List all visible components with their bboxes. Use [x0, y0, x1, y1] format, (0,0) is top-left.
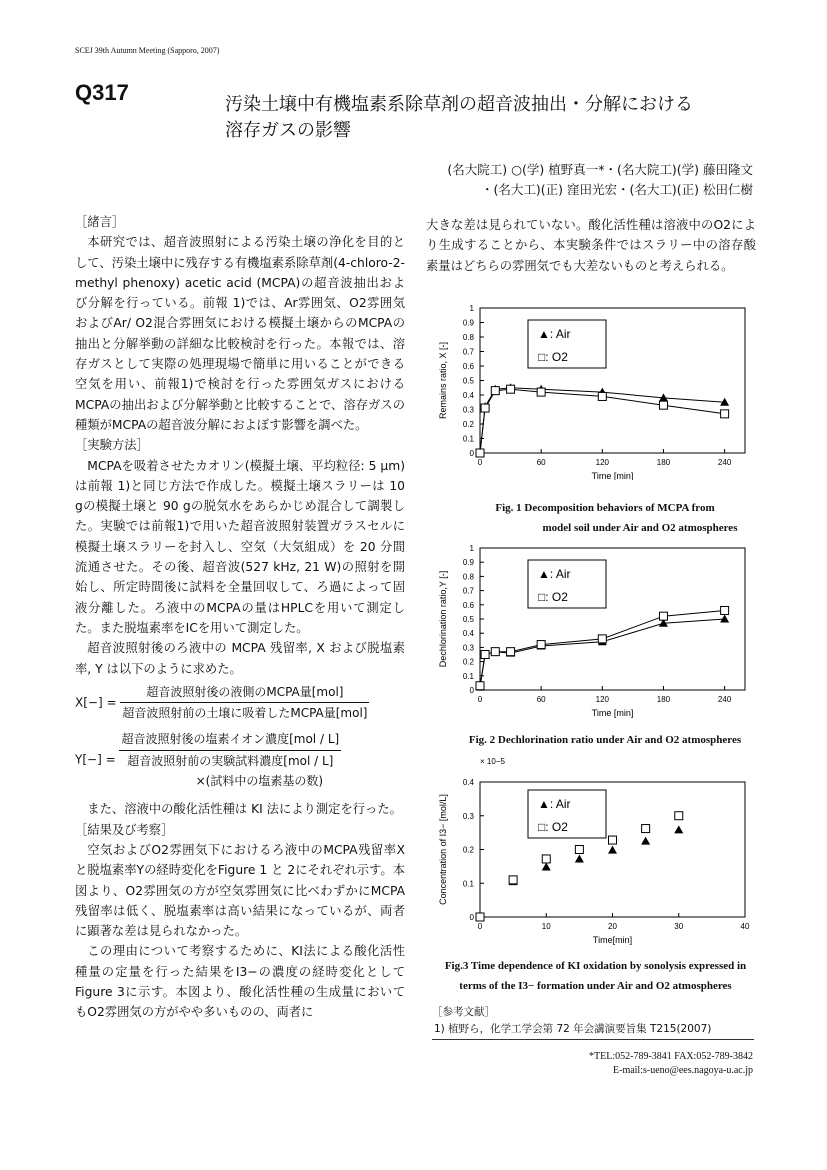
- data-point-o2: [491, 387, 499, 395]
- y-tick-label: 0.8: [462, 333, 474, 342]
- figure-1-caption: [430, 498, 780, 538]
- x-tick-label: 60: [536, 458, 546, 467]
- y-axis-label: Dechlorination ratio,Y [-]: [438, 570, 448, 668]
- legend-entry: ▲: Air: [538, 797, 571, 811]
- y-tick-label: 0.7: [462, 347, 474, 357]
- equation-y: [75, 729, 405, 791]
- y-tick-label: 0.3: [462, 405, 474, 415]
- x-tick-label: 0: [477, 695, 483, 704]
- data-point-o2: [491, 648, 499, 656]
- y-tick-label: 0: [469, 686, 474, 695]
- authors-line-1: (名大院工) ○(学) 植野真一*・(名大院工)(学) 藤田隆文: [447, 162, 753, 177]
- methods-heading: ［実験方法］: [75, 438, 149, 453]
- x-tick-label: 40: [740, 922, 750, 931]
- conference-header: SCEJ 39th Autumn Meeting (Sapporo, 2007): [75, 46, 220, 55]
- y-tick-label: 1: [469, 544, 474, 553]
- title-line-1: 汚染土壌中有機塩素系除草剤の超音波抽出・分解における: [225, 94, 693, 115]
- x-axis-label: Time[min]: [592, 935, 633, 945]
- data-point-o2: [598, 635, 606, 643]
- data-point-air: [641, 837, 650, 845]
- data-point-o2: [537, 388, 545, 396]
- contact-info: [589, 1050, 753, 1078]
- y-tick-label: 0.1: [462, 671, 474, 681]
- data-point-o2: [476, 913, 484, 921]
- data-point-o2: [509, 876, 517, 884]
- legend-entry: ▲: Air: [538, 327, 571, 341]
- figure-2-chart: [430, 540, 760, 730]
- reference-1: 1) 植野ら，化学工学会第 72 年会講演要旨集 T215(2007): [432, 1019, 754, 1040]
- intro-text: 本研究では、超音波照射による汚染土壌の浄化を目的として、汚染土壌中に残存する有機塩素系除草剤(4-chloro-2-methyl phenoxy) acetic acid (MCPA)の超音波抽出および分解を行っている。前報 1)では、Ar雰囲気、O2雰囲気およびAr/ O2混合雰囲気における模擬土壌からのMCPAの抽出と分解挙動の詳細な比較検討を行った。本報では、溶存ガスとして実際の処理現場で簡単に用いることができる空気を用い、前報1)で検討を行った雰囲気ガスにおけるMCPAの抽出および分解挙動と比較することで、溶存ガスの種類がMCPAの超音波分解におよぼす影響を調べた。: [75, 235, 405, 432]
- data-point-air: [542, 863, 551, 871]
- legend-entry: □: O2: [538, 350, 568, 364]
- data-point-o2: [659, 612, 667, 620]
- data-point-o2: [481, 651, 489, 659]
- data-point-air: [720, 615, 729, 623]
- y-tick-label: 0.1: [462, 434, 474, 444]
- legend-entry: □: O2: [538, 590, 568, 604]
- x-tick-label: 240: [717, 458, 732, 467]
- authors: [447, 160, 753, 200]
- intro-heading: ［緒言］: [75, 215, 125, 229]
- results-heading: ［結果及び考察］: [75, 822, 174, 837]
- plot-frame: [480, 548, 745, 690]
- y-tick-label: 0.9: [462, 318, 474, 328]
- x-tick-label: 240: [717, 695, 732, 704]
- equation-y-denominator-2: ×(試料中の塩素基の数): [195, 774, 324, 789]
- data-point-o2: [721, 410, 729, 418]
- y-tick-label: 0: [469, 913, 474, 922]
- data-point-o2: [476, 449, 484, 457]
- contact-email: E-mail:s-ueno@ees.nagoya-u.ac.jp: [613, 1065, 753, 1076]
- data-point-o2: [675, 812, 683, 820]
- figure-1-caption-line-2: model soil under Air and O2 atmospheres: [542, 522, 738, 534]
- results-continued: 大きな差は見られていない。酸化活性種は溶液中のO2により生成することから、本実験条件ではスラリー中の溶存酸素量はどちらの雰囲気でも大差ないものと考えられる。: [426, 218, 756, 273]
- data-point-air: [674, 825, 683, 833]
- y-tick-label: 0.2: [462, 420, 474, 429]
- y-axis-label: Remains ratio, X [-]: [438, 341, 448, 420]
- figure-1-chart: [430, 300, 760, 480]
- methods-text-3: また、溶液中の酸化活性種は KI 法により測定を行った。: [87, 802, 402, 817]
- references: [432, 1004, 754, 1040]
- left-column: [75, 212, 405, 1023]
- y-tick-label: 0.4: [462, 391, 474, 400]
- data-point-o2: [642, 825, 650, 833]
- right-column-text: [426, 215, 756, 276]
- y-tick-label: 0.4: [462, 778, 474, 787]
- y-tick-label: 0: [469, 449, 474, 458]
- x-axis-label: Time [min]: [591, 471, 634, 480]
- equation-y-fraction: [119, 729, 341, 791]
- x-tick-label: 60: [536, 695, 546, 704]
- data-point-o2: [575, 846, 583, 854]
- data-point-o2: [537, 641, 545, 649]
- x-tick-label: 20: [608, 922, 617, 931]
- data-point-o2: [507, 648, 515, 656]
- data-point-air: [608, 846, 617, 854]
- plot-frame: [480, 308, 745, 453]
- y-tick-label: 1: [469, 304, 474, 313]
- x-tick-label: 0: [477, 922, 483, 931]
- data-point-o2: [659, 401, 667, 409]
- x-tick-label: 0: [477, 458, 483, 467]
- y-tick-label: 0.4: [462, 629, 474, 639]
- figure-3-caption: [418, 956, 773, 996]
- equation-x-lhs: X[−] =: [75, 695, 117, 710]
- data-point-o2: [481, 404, 489, 412]
- series-line: [480, 619, 725, 687]
- results-text-2: この理由について考察するために、KI法による酸化活性種量の定量を行った結果をI3−の濃度の経時変化としてFigure 3に示す。本図より、酸化活性種の生成量においてもO2雰囲気の方がやや多いものの、両者に: [75, 944, 405, 1020]
- contact-tel: *TEL:052-789-3841 FAX:052-789-3842: [589, 1051, 753, 1062]
- y-tick-label: 0.1: [462, 879, 474, 889]
- equation-y-denominator-1: 超音波照射前の実験試料濃度[mol / L]: [127, 753, 334, 768]
- data-point-o2: [507, 385, 515, 393]
- x-tick-label: 120: [595, 695, 609, 704]
- y-tick-label: 0.6: [462, 600, 474, 610]
- paper-title: [225, 92, 765, 144]
- data-point-o2: [609, 836, 617, 844]
- equation-y-numerator: 超音波照射後の塩素イオン濃度[mol / L]: [119, 729, 341, 750]
- x-tick-label: 180: [656, 695, 671, 704]
- y-tick-label: 0.3: [462, 643, 474, 653]
- figure-3-caption-line-1: Fig.3 Time dependence of KI oxidation by sonolysis expressed in: [444, 960, 747, 972]
- figure-2-caption: Fig. 2 Dechlorination ratio under Air and O2 atmospheres: [468, 734, 742, 746]
- y-tick-label: 0.2: [462, 845, 474, 855]
- methods-text-1: MCPAを吸着させたカオリン(模擬土壌、平均粒径: 5 µm)は前報 1)と同じ方法で作成した。模擬土壌スラリーは 10 gの模擬土壌と 90 gの脱気水をあらかじめ混合して調製した。実験では前報1)で用いた超音波照射装置ガラスセルに模擬土壌スラリーを封入し、空気（大気組成）を 20 分間流通させた。その後、超音波(527 kHz, 21 W)の照射を開始し、所定時間後に試料を全量回収して、ろ過によって固液分離した。ろ液中のMCPAの量はHPLCを用いて測定した。また脱塩素率をICを用いて測定した。: [75, 458, 405, 635]
- authors-line-2: ・(名大工)(正) 窪田光宏・(名大工)(正) 松田仁樹: [481, 182, 753, 197]
- y-tick-label: 0.2: [462, 657, 474, 667]
- data-point-o2: [476, 682, 484, 690]
- references-heading: ［参考文献］: [432, 1006, 495, 1018]
- data-point-o2: [542, 855, 550, 863]
- figure-1-caption-line-1: Fig. 1 Decomposition behaviors of MCPA from: [495, 502, 715, 514]
- y-tick-label: 0.9: [462, 558, 474, 568]
- y-tick-label: 0.7: [462, 586, 474, 596]
- x-tick-label: 30: [674, 922, 684, 931]
- paper-id: Q317: [75, 80, 129, 105]
- methods-text-2: 超音波照射後のろ液中の MCPA 残留率, X および脱塩素率, Y は以下のように求めた。: [75, 641, 405, 676]
- equation-y-lhs: Y[−] =: [75, 752, 116, 767]
- legend-entry: □: O2: [538, 820, 568, 834]
- equation-x: [75, 682, 405, 724]
- figure-3-caption-line-2: terms of the I3− formation under Air and O2 atmospheres: [459, 980, 732, 992]
- results-text-1: 空気およびO2雰囲気下におけるろ液中のMCPA残留率Xと脱塩素率Yの経時変化をFigure 1 と 2にそれぞれ示す。本図より、O2雰囲気の方が空気雰囲気に比べわずかにMCPA残留率は低く、脱塩素率は高い結果になっているが、両者に顕著な差は見られなかった。: [75, 842, 405, 939]
- title-line-2: 溶存ガスの影響: [225, 120, 351, 141]
- equation-x-fraction: [120, 682, 369, 724]
- x-tick-label: 10: [541, 922, 551, 931]
- y-tick-label: 0.3: [462, 811, 474, 821]
- x-axis-label: Time [min]: [591, 708, 634, 718]
- equation-x-denominator: 超音波照射前の土壌に吸着したMCPA量[mol]: [122, 706, 368, 721]
- data-point-air: [575, 854, 584, 862]
- legend-entry: ▲: Air: [538, 567, 571, 581]
- y-multiplier: × 10−5: [480, 757, 505, 766]
- data-point-o2: [721, 606, 729, 614]
- figure-3-chart: [430, 752, 760, 957]
- x-tick-label: 120: [595, 458, 609, 467]
- y-axis-label: Concentration of I3− [mol/L]: [438, 794, 448, 905]
- equation-x-numerator: 超音波照射後の液側のMCPA量[mol]: [120, 682, 369, 703]
- y-tick-label: 0.6: [462, 362, 474, 371]
- y-tick-label: 0.8: [462, 572, 474, 582]
- y-tick-label: 0.5: [462, 376, 474, 386]
- y-tick-label: 0.5: [462, 615, 474, 624]
- data-point-o2: [598, 392, 606, 400]
- x-tick-label: 180: [656, 458, 671, 467]
